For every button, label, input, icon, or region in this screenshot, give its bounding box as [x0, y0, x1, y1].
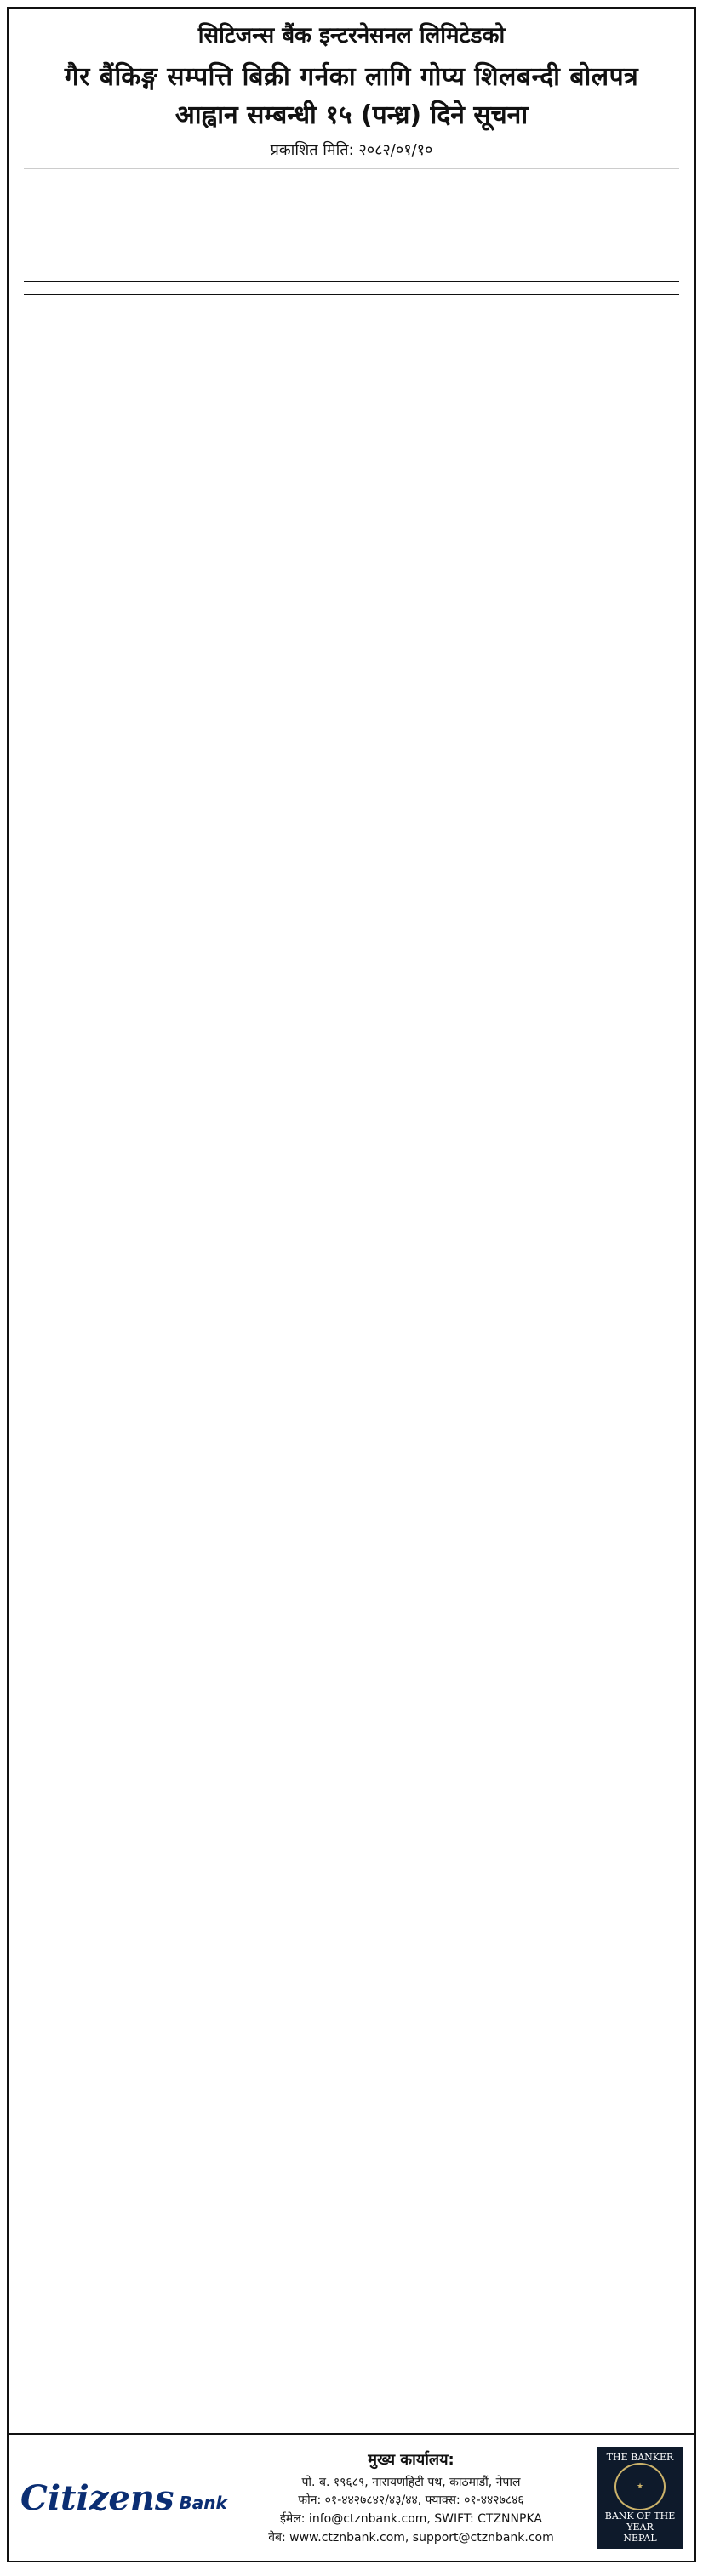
notice-subheadline: आह्वान सम्बन्धी १५ (पन्ध्र) दिने सूचना	[174, 100, 529, 130]
address-title: मुख्य कार्यालय:	[368, 2450, 454, 2469]
banker-award-badge	[597, 2447, 683, 2549]
notice-footer	[9, 2433, 694, 2561]
logo-main-text: Citizens	[20, 2477, 174, 2518]
address-line: वेब: www.ctznbank.com, support@ctznbank.com	[268, 2530, 554, 2545]
address-line: ईमेल: info@ctznbank.com, SWIFT: CTZNNPKA	[280, 2511, 542, 2526]
notice-headline: गैर बैंकिङ्ग सम्पत्ति बिक्री गर्नका लागि गोप्य शिलबन्दी बोलपत्र	[64, 62, 639, 92]
award-country: NEPAL	[623, 2533, 657, 2544]
address-line: पो. ब. १९६८९, नारायणहिटी पथ, काठमाडौं, नेपाल	[301, 2475, 521, 2489]
head-office-address	[237, 2448, 586, 2548]
bank-name: सिटिजन्स बैंक इन्टरनेसनल लिमिटेडको	[197, 23, 506, 48]
award-text: BANK OF THE YEAR	[604, 2510, 676, 2533]
notice-page	[7, 7, 696, 2562]
property-list-heading	[24, 278, 679, 282]
award-seal-icon: ★	[614, 2463, 666, 2510]
award-title: THE BANKER	[606, 2452, 674, 2463]
published-date: प्रकाशित मिति: २०८२/०१/१०	[270, 141, 433, 159]
citizens-bank-logo	[20, 2478, 225, 2518]
intro-paragraph	[24, 168, 679, 268]
logo-sub-text: Bank	[179, 2492, 227, 2513]
conditions-heading	[24, 292, 679, 295]
address-line: फोन: ०१-४४२७८४२/४३/४४, फ्याक्स: ०१-४४२७८४६	[298, 2493, 524, 2508]
